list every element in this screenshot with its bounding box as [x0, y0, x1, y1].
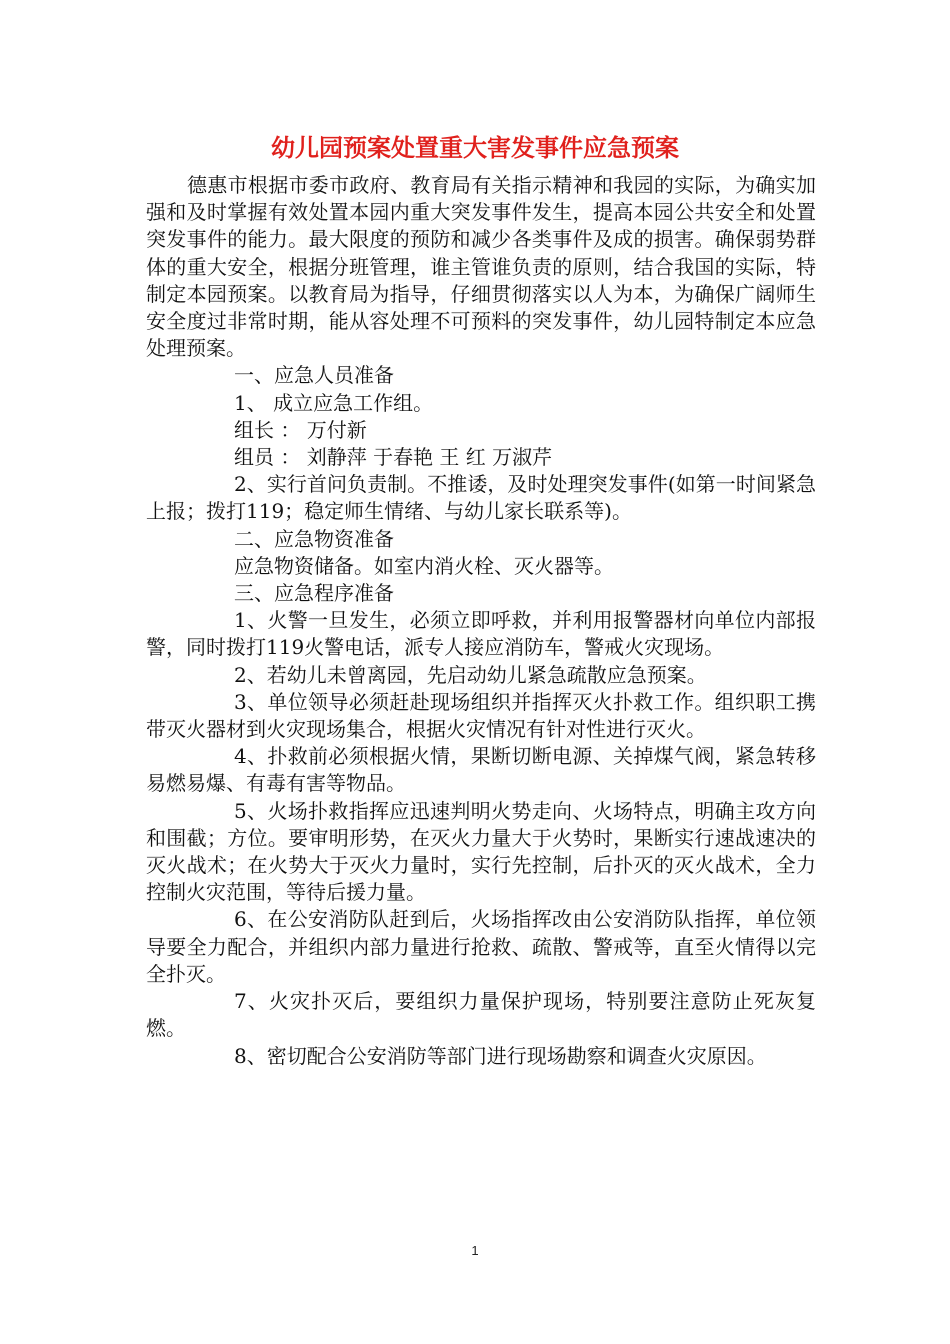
- paragraph: 应急物资储备。如室内消火栓、灭火器等。: [234, 553, 614, 578]
- document-title: 幼儿园预案处置重大害发事件应急预案: [271, 134, 679, 162]
- paragraph: 一、应急人员准备: [234, 363, 394, 388]
- paragraph: 4、扑救前必须根据火情，果断切断电源、关掉煤气阀，紧急转移易燃易爆、有毒有害等物品。: [146, 744, 816, 796]
- paragraph: 3、单位领导必须赶赴现场组织并指挥灭火扑救工作。组织职工携带灭火器材到火灾现场集合，根据火灾情况有针对性进行灭火。: [146, 689, 816, 742]
- paragraph: 1、火警一旦发生，必须立即呼救，并利用报警器材向单位内部报警，同时拨打119火警电话，派专人接应消防车，警戒火灾现场。: [146, 608, 816, 660]
- paragraph: 组员 ： 刘静萍 于春艳 王 红 万淑芹: [234, 445, 553, 470]
- paragraph: 6、在公安消防队赶到后，火场指挥改由公安消防队指挥，单位领导要全力配合，并组织内部力量进行抢救、疏散、警戒等，直至火情得以完全扑灭。: [146, 907, 816, 986]
- paragraph: 8、密切配合公安消防等部门进行现场勘察和调查火灾原因。: [234, 1043, 767, 1068]
- paragraph: 三、应急程序准备: [234, 581, 394, 606]
- page-number: 1: [471, 1243, 479, 1258]
- paragraph: 5、火场扑救指挥应迅速判明火势走向、火场特点，明确主攻方向和围截；方位。要审明形势，在灭火力量大于火势时，果断实行速战速决的灭火战术；在火势大于灭火力量时，实行先控制，后扑灭的灭火战术，全力控制火灾范围，等待后援力量。: [146, 798, 816, 905]
- paragraph: 1、 成立应急工作组。: [234, 390, 434, 415]
- paragraph: 德惠市根据市委市政府、教育局有关指示精神和我园的实际，为确实加强和及时掌握有效处置本园内重大突发事件发生，提高本园公共安全和处置突发事件的能力。最大限度的预防和减少各类事件及成的损害。确保弱势群体的重大安全，根据分班管理，谁主管谁负责的原则，结合我国的实际，特制定本园预案。以教育局为指导，仔细贯彻落实以人为本，为确保广阔师生安全度过非常时期，能从容处理不可预料的突发事件，幼儿园特制定本应急处理预案。: [146, 173, 816, 361]
- document-body: [146, 172, 816, 1070]
- paragraph: 2、实行首问负责制。不推诿，及时处理突发事件(如第一时间紧急上报；拨打119；稳定师生情绪、与幼儿家长联系等)。: [146, 472, 816, 524]
- paragraph: 组长 ： 万付新: [234, 417, 367, 442]
- paragraph: 2、若幼儿未曾离园，先启动幼儿紧急疏散应急预案。: [234, 662, 707, 687]
- paragraph: 二、应急物资准备: [234, 526, 394, 551]
- paragraph: 7、火灾扑灭后，要组织力量保护现场，特别要注意防止死灰复燃。: [146, 989, 816, 1041]
